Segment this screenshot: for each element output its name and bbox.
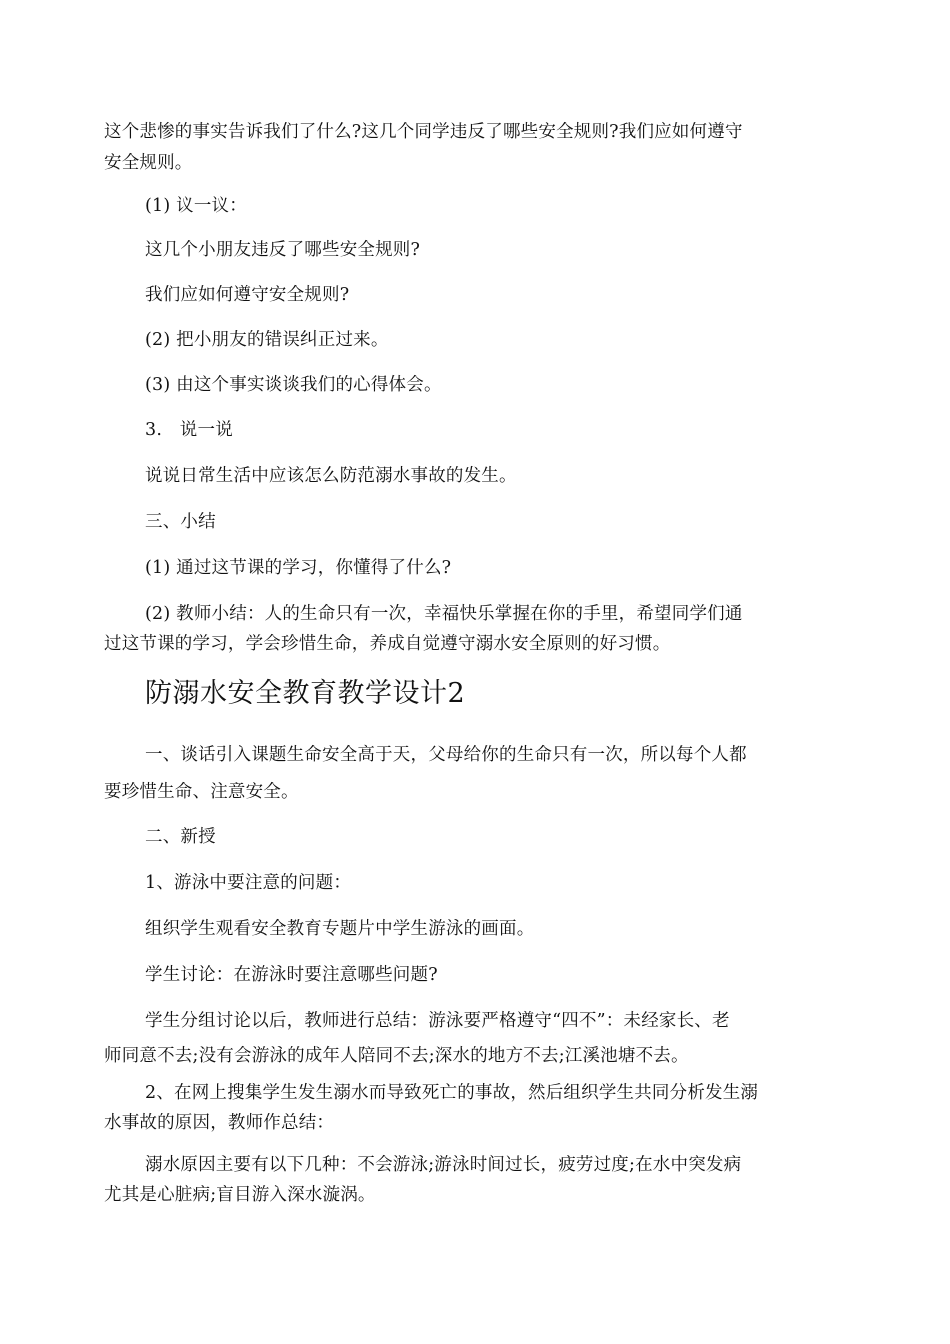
list-item: 1、游泳中要注意的问题： [145,873,352,893]
paragraph-line: 溺水原因主要有以下几种：不会游泳;游泳时间过长，疲劳过度;在水中突发病 [145,1155,742,1175]
paragraph-line: 这几个小朋友违反了哪些安全规则? [145,240,421,260]
list-item: (1) 议一议： [145,196,247,216]
paragraph-line: 安全规则。 [104,153,193,173]
list-item: (1) 通过这节课的学习，你懂得了什么? [145,558,452,578]
paragraph-line: 这个悲惨的事实告诉我们了什么?这几个同学违反了哪些安全规则?我们应如何遵守 [104,122,743,142]
list-item: 2、在网上搜集学生发生溺水而导致死亡的事故，然后组织学生共同分析发生溺 [145,1083,759,1103]
paragraph-line: 水事故的原因，教师作总结： [104,1113,335,1133]
paragraph-line: 说说日常生活中应该怎么防范溺水事故的发生。 [145,466,517,486]
paragraph-line: 一、谈话引入课题生命安全高于天，父母给你的生命只有一次，所以每个人都 [145,745,747,765]
section-heading: 3. 说一说 [145,420,233,440]
paragraph-line: 过这节课的学习，学会珍惜生命，养成自觉遵守溺水安全原则的好习惯。 [104,634,671,654]
paragraph-line: 我们应如何遵守安全规则? [145,285,350,305]
section-heading: 三、小结 [145,512,216,532]
list-item: (2) 把小朋友的错误纠正过来。 [145,330,389,350]
paragraph-line: 学生讨论：在游泳时要注意哪些问题? [145,965,438,985]
paragraph-line: 尤其是心脏病;盲目游入深水漩涡。 [104,1185,376,1205]
section-heading: 二、新授 [145,827,216,847]
paragraph-line: 组织学生观看安全教育专题片中学生游泳的画面。 [145,919,535,939]
list-item: (2) 教师小结：人的生命只有一次，幸福快乐掌握在你的手里，希望同学们通 [145,604,743,624]
paragraph-line: 师同意不去;没有会游泳的成年人陪同不去;深水的地方不去;江溪池塘不去。 [104,1046,689,1066]
page-title: 防溺水安全教育教学设计2 [145,678,466,709]
paragraph-line: 学生分组讨论以后，教师进行总结：游泳要严格遵守“四不”：未经家长、老 [145,1011,730,1031]
list-item: (3) 由这个事实谈谈我们的心得体会。 [145,375,442,395]
paragraph-line: 要珍惜生命、注意安全。 [104,782,299,802]
